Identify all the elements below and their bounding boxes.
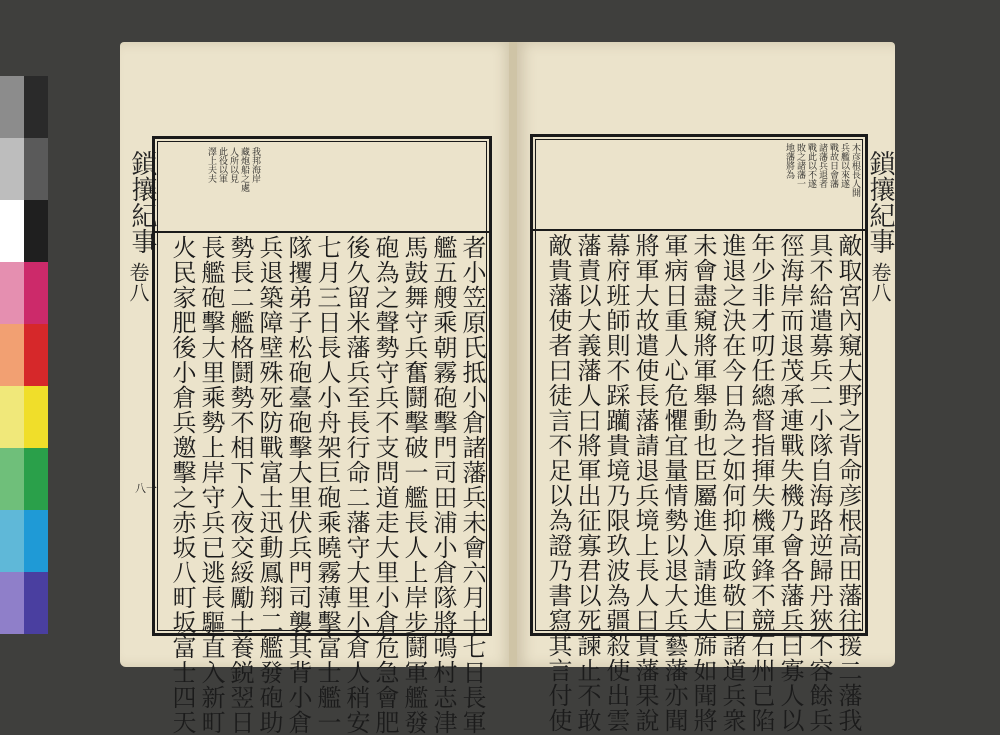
color-calibration-strip bbox=[0, 76, 48, 636]
color-swatch bbox=[0, 510, 24, 572]
text-column: 火民家肥後小倉兵邀擊之赤坂八町坂富士四天 bbox=[168, 235, 196, 735]
color-swatch bbox=[0, 448, 24, 510]
text-column: 艦五艘乘朝霧砲擊門司田浦小倉隊將鳴村志津 bbox=[429, 235, 457, 735]
color-swatch bbox=[0, 138, 24, 200]
text-column: 敵取宮內窺大野之背命彦根高田藩往援二藩我 bbox=[834, 233, 862, 733]
text-column: 將軍大故遣使長藩請退兵境上長人曰貴藩果說 bbox=[631, 233, 659, 733]
text-column: 隊攫弟子松砲臺砲擊大里伏兵門司襲其背小倉 bbox=[284, 235, 312, 735]
right-text-frame bbox=[530, 134, 868, 733]
book-spine bbox=[509, 42, 517, 667]
text-column: 兵退築障壁殊死防戰富士迅動鳳翔二艦發砲助 bbox=[255, 235, 283, 735]
color-swatch bbox=[0, 262, 24, 324]
left-margin-volume: 卷八 bbox=[126, 262, 150, 302]
text-column: 七月三日長人小舟架巨砲乘曉霧薄擊富士艦一 bbox=[313, 235, 341, 735]
text-column: 藩責以大義藩人曰將軍出征寡君以死諫止不敢 bbox=[573, 233, 601, 733]
header-note: 戰故日會藩 bbox=[828, 143, 838, 188]
left-text-frame bbox=[152, 136, 492, 735]
color-swatch bbox=[24, 324, 48, 386]
header-note: 人所以見 bbox=[228, 147, 238, 183]
header-note: 澤上夫夫 bbox=[206, 147, 216, 183]
header-note: 此役以軍 bbox=[217, 147, 227, 183]
text-column: 未會盡窺將軍舉動也臣屬進入請進大旆如聞將 bbox=[689, 233, 717, 733]
header-note: 諸藩兵退者 bbox=[817, 143, 827, 188]
color-swatch bbox=[24, 262, 48, 324]
color-swatch bbox=[24, 200, 48, 262]
color-swatch bbox=[0, 324, 24, 386]
text-column: 徑海岸而退茂承連戰失機乃會各藩兵曰寡人以 bbox=[776, 233, 804, 733]
text-column: 勢長二艦格鬪勢不相下入夜交綏勵士養鋭翌日 bbox=[226, 235, 254, 735]
text-column: 幕府班師則不踩躪貴境乃限玖波為疆殺使出雲 bbox=[602, 233, 630, 733]
color-swatch bbox=[24, 572, 48, 634]
text-column: 馬鼓舞守兵奮鬪擊破一艦長人上岸步鬪軍艦發 bbox=[400, 235, 428, 735]
color-swatch bbox=[24, 138, 48, 200]
text-column: 軍病日重人心危懼宜量情勢以退大兵藝藩亦聞 bbox=[660, 233, 688, 733]
text-column: 砲為之聲勢守兵不支問道走大里小倉危急會肥 bbox=[371, 235, 399, 735]
page-number: 八一 bbox=[135, 482, 157, 495]
header-note: 木彦根長人開 bbox=[850, 143, 860, 197]
header-note: 兵艦以來遂 bbox=[839, 143, 849, 188]
right-margin-title: 鎖攘紀事 bbox=[865, 150, 895, 254]
text-column: 後久留米藩兵至長行命二藩守大里小倉人稍安 bbox=[342, 235, 370, 735]
color-swatch bbox=[0, 572, 24, 634]
color-swatch bbox=[24, 510, 48, 572]
header-note: 敗之諸藩一 bbox=[795, 143, 805, 188]
color-swatch bbox=[0, 200, 24, 262]
color-swatch bbox=[0, 76, 24, 138]
text-column: 進退之決在今日為之如何抑原政敬曰諸道兵衆 bbox=[718, 233, 746, 733]
header-note: 戰此以不遂 bbox=[806, 143, 816, 188]
right-margin-volume: 卷八 bbox=[868, 262, 892, 302]
text-column: 具不給遣募兵二小隊自海路逆歸丹狹不容餘兵 bbox=[805, 233, 833, 733]
text-column: 者小笠原氏抵小倉諸藩兵未會六月十七日長軍 bbox=[458, 235, 486, 735]
text-column: 敵貴藩使者曰徒言不足以為證乃書寫其言付使 bbox=[544, 233, 572, 733]
left-margin-title: 鎖攘紀事 bbox=[127, 150, 157, 254]
color-swatch bbox=[24, 448, 48, 510]
color-swatch bbox=[24, 386, 48, 448]
header-note: 我邦海岸 bbox=[250, 147, 260, 183]
text-column: 長艦砲擊大里乘勢上岸守兵已逃長驅直入新町 bbox=[197, 235, 225, 735]
header-note: 藏炮船之處 bbox=[239, 147, 249, 192]
header-note: 地藩將為 bbox=[784, 143, 794, 179]
color-swatch bbox=[24, 76, 48, 138]
color-swatch bbox=[0, 386, 24, 448]
text-column: 年少非才叨任總督指揮失機軍鋒不競石州已陷 bbox=[747, 233, 775, 733]
